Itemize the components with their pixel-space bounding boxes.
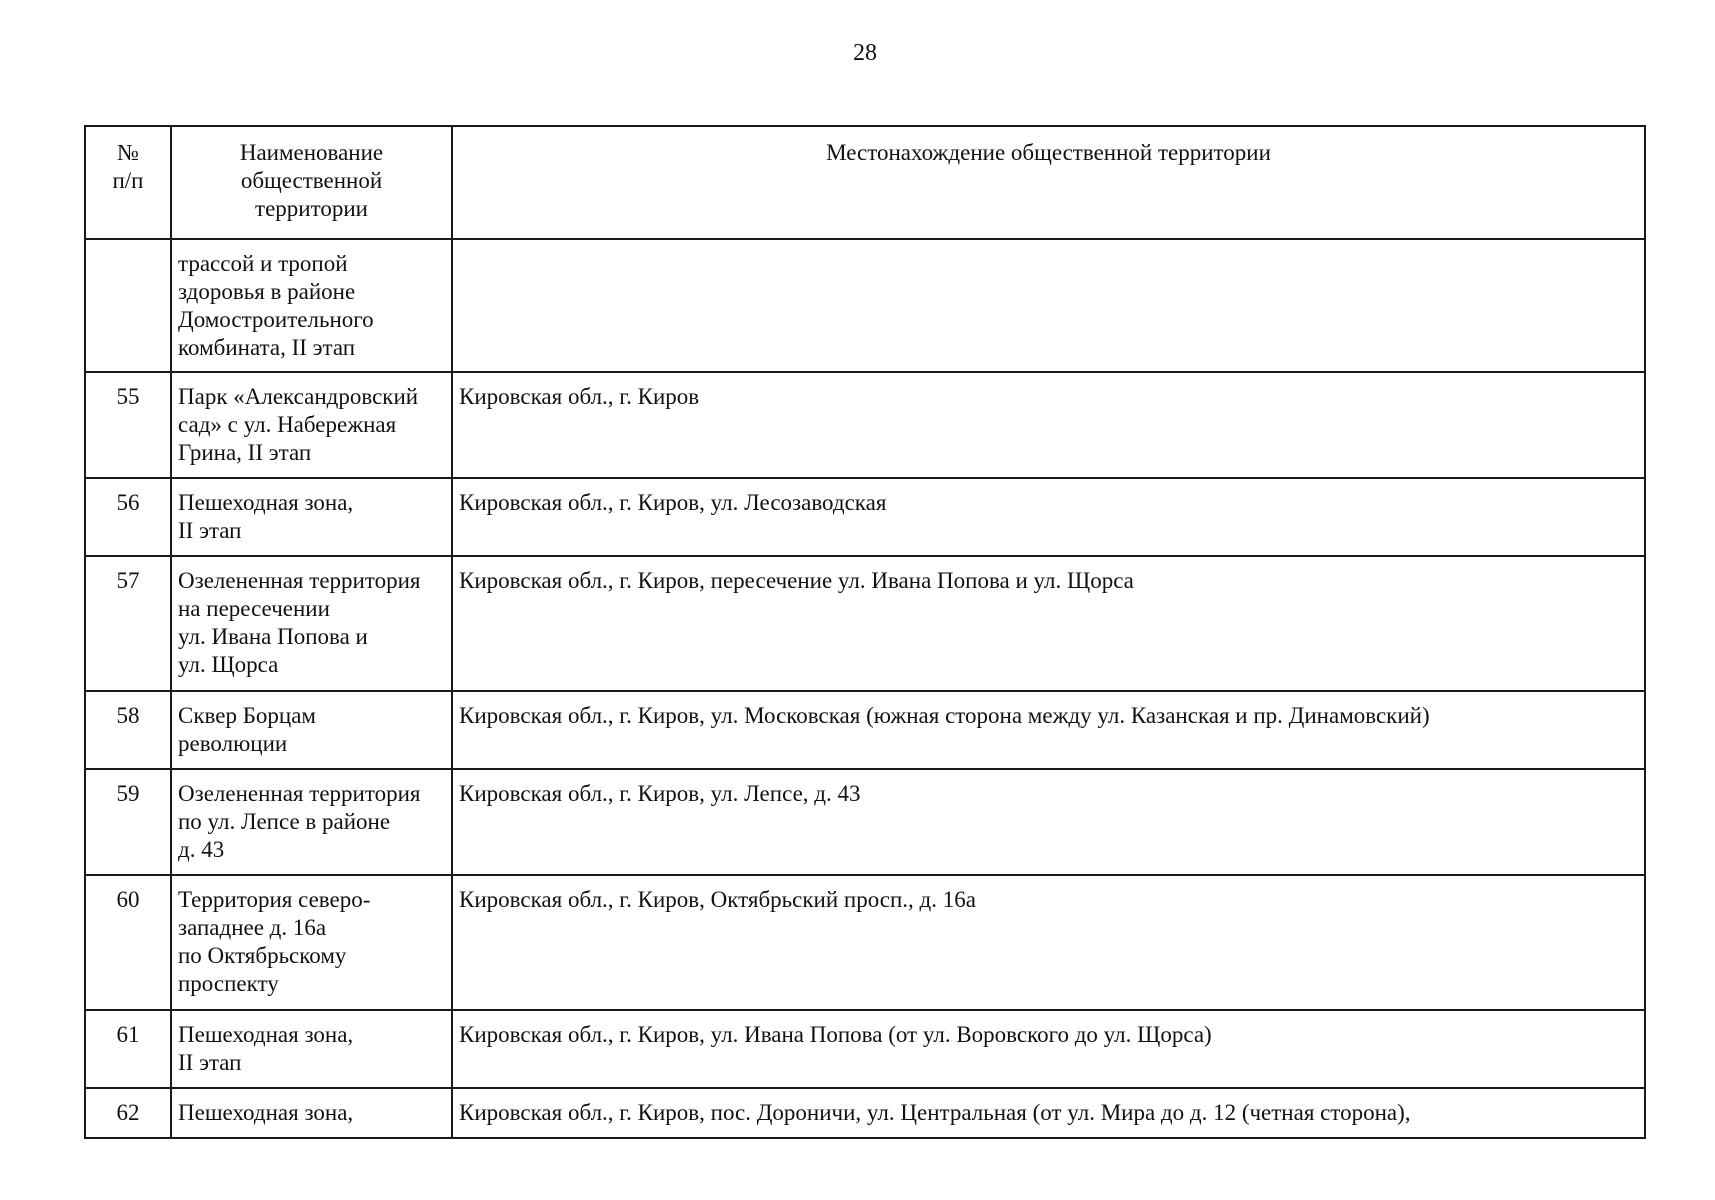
row-name-line: Пешеходная зона, (178, 1022, 354, 1047)
row-name-line: комбината, II этап (178, 335, 356, 360)
row-location: Кировская обл., г. Киров, ул. Лесозаводская (452, 478, 1645, 556)
row-name-line: революции (178, 731, 288, 756)
header-number-line: п/п (112, 168, 144, 193)
header-location: Местонахождение общественной территории (452, 126, 1645, 239)
row-location (452, 239, 1645, 372)
row-name-line: по Октябрьскому (178, 943, 347, 968)
row-number: 62 (85, 1088, 171, 1138)
row-name-line: Пешеходная зона, (178, 490, 354, 515)
table-row (85, 875, 1645, 1010)
row-name-line: проспекту (178, 971, 279, 996)
row-name (171, 1088, 452, 1138)
row-name-line: по ул. Лепсе в районе (178, 809, 391, 834)
header-number (85, 126, 171, 239)
row-number: 56 (85, 478, 171, 556)
table-row (85, 691, 1645, 769)
row-name (171, 556, 452, 691)
row-name-line: Домостроительного (178, 307, 374, 332)
row-name-line: трассой и тропой (178, 251, 348, 276)
territories-table (84, 125, 1646, 1139)
header-name (171, 126, 452, 239)
row-location: Кировская обл., г. Киров, Октябрьский просп., д. 16а (452, 875, 1645, 1010)
header-name-line: общественной (240, 168, 383, 193)
row-number: 57 (85, 556, 171, 691)
table-row (85, 769, 1645, 875)
header-number-line: № (117, 140, 139, 165)
table-row (85, 556, 1645, 691)
table-row (85, 1010, 1645, 1088)
row-number: 55 (85, 372, 171, 478)
row-name (171, 1010, 452, 1088)
row-name-line: западнее д. 16а (178, 915, 327, 940)
row-name (171, 478, 452, 556)
row-number (85, 239, 171, 372)
row-name (171, 769, 452, 875)
row-number: 59 (85, 769, 171, 875)
row-name-line: Парк «Александровский (178, 384, 419, 409)
table-header-row (85, 126, 1645, 239)
row-name (171, 875, 452, 1010)
row-name-line: на пересечении (178, 596, 330, 621)
table-row (85, 372, 1645, 478)
row-name-line: сад» с ул. Набережная (178, 412, 397, 437)
row-name-line: Грина, II этап (178, 440, 312, 465)
table-row (85, 1088, 1645, 1138)
row-name-line: ул. Щорса (178, 652, 279, 677)
row-location: Кировская обл., г. Киров, ул. Московская (южная сторона между ул. Казанская и пр. Динамовский) (452, 691, 1645, 769)
row-name-line: Пешеходная зона, (178, 1100, 354, 1125)
row-location: Кировская обл., г. Киров (452, 372, 1645, 478)
table-row (85, 478, 1645, 556)
row-number: 61 (85, 1010, 171, 1088)
row-name-line: II этап (178, 518, 242, 543)
row-location: Кировская обл., г. Киров, ул. Ивана Попова (от ул. Воровского до ул. Щорса) (452, 1010, 1645, 1088)
row-name (171, 691, 452, 769)
row-name (171, 239, 452, 372)
row-name-line: Озелененная территория (178, 568, 421, 593)
row-name (171, 372, 452, 478)
row-location: Кировская обл., г. Киров, пересечение ул. Ивана Попова и ул. Щорса (452, 556, 1645, 691)
row-name-line: Сквер Борцам (178, 703, 316, 728)
row-name-line: II этап (178, 1050, 242, 1075)
row-name-line: ул. Ивана Попова и (178, 624, 368, 649)
row-name-line: д. 43 (178, 837, 225, 862)
row-location: Кировская обл., г. Киров, ул. Лепсе, д. 43 (452, 769, 1645, 875)
row-name-line: Территория северо- (178, 887, 371, 912)
table-row (85, 239, 1645, 372)
header-name-line: территории (255, 196, 368, 221)
header-name-line: Наименование (239, 140, 384, 165)
page-number: 28 (853, 40, 877, 66)
row-location: Кировская обл., г. Киров, пос. Дороничи, ул. Центральная (от ул. Мира до д. 12 (четная сторона), (452, 1088, 1645, 1138)
row-number: 58 (85, 691, 171, 769)
row-name-line: Озелененная территория (178, 781, 421, 806)
row-number: 60 (85, 875, 171, 1010)
row-name-line: здоровья в районе (178, 279, 356, 304)
